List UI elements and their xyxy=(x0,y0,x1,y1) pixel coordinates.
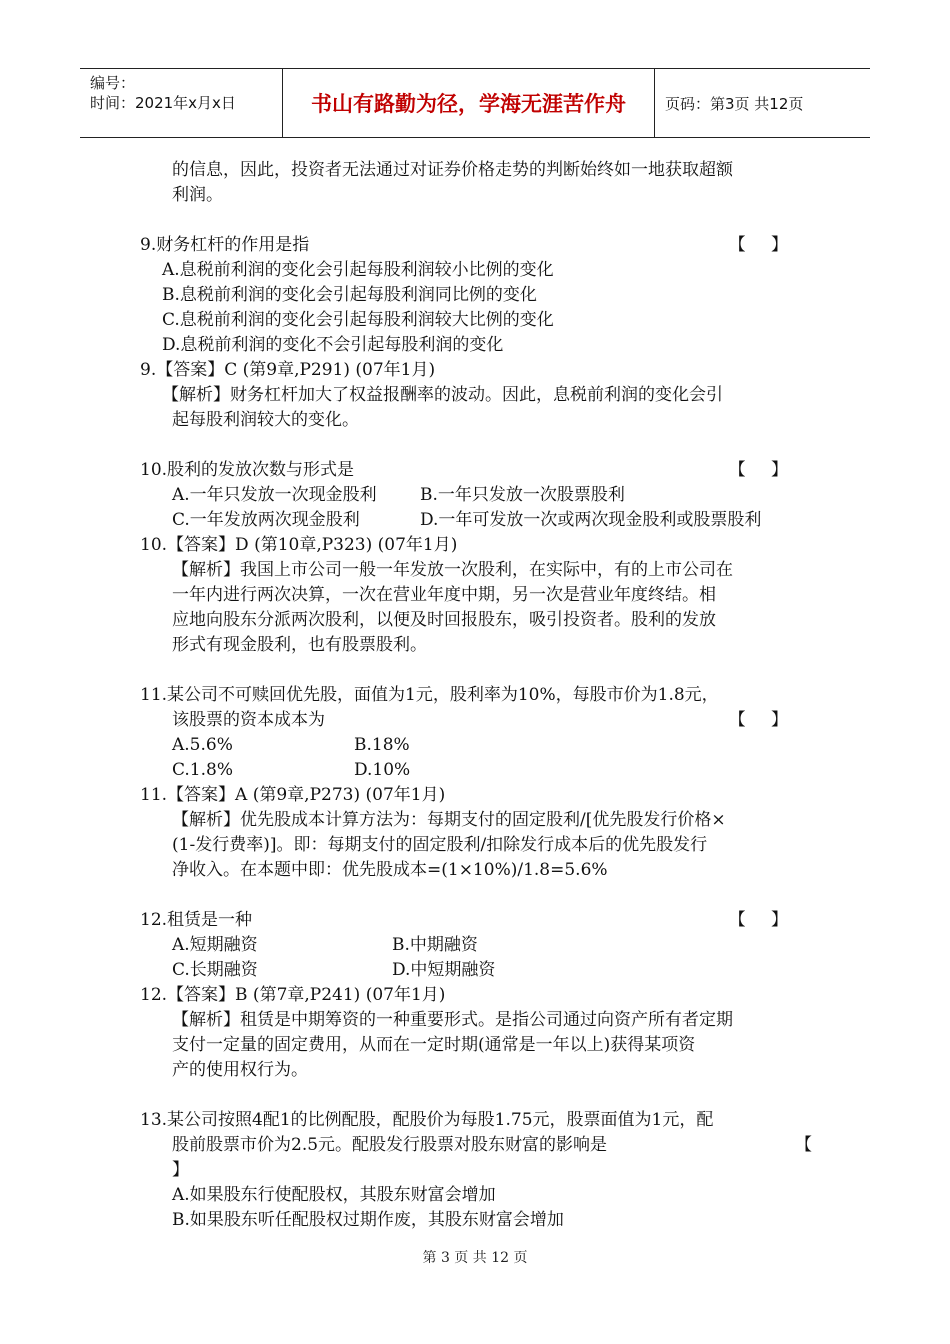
question-11-option-c: C.1.8% xyxy=(172,760,233,780)
question-12-option-a: A.短期融资 xyxy=(172,935,258,955)
question-11-stem: 11.某公司不可赎回优先股，面值为1元，股利率为10%，每股市价为1.8元， xyxy=(140,685,719,705)
question-10-option-b: B.一年只发放一次股票股利 xyxy=(420,485,625,505)
question-12-analysis: 【解析】租赁是中期筹资的一种重要形式。是指公司通过向资产所有者定期 xyxy=(172,1010,733,1030)
question-13-option-a: A.如果股东行使配股权，其股东财富会增加 xyxy=(172,1185,496,1205)
intro-line: 利润。 xyxy=(172,185,223,205)
question-9-answer: 9.【答案】C (第9章,P291) (07年1月) xyxy=(140,360,436,380)
question-stem xyxy=(140,233,812,258)
question-11-answer: 11.【答案】A (第9章,P273) (07年1月) xyxy=(140,785,446,805)
header-page-info: 页码：第3页 共12页 xyxy=(665,94,804,113)
document-body xyxy=(140,158,812,1233)
question-10-analysis: 【解析】我国上市公司一般一年发放一次股利，在实际中，有的上市公司在 xyxy=(172,560,733,580)
page-header xyxy=(80,68,870,138)
question-11-analysis: (1-发行费率)]。即：每期支付的固定股利/扣除发行成本后的优先股发行 xyxy=(172,835,708,855)
question-11-analysis: 【解析】优先股成本计算方法为：每期支付的固定股利/[优先股发行价格× xyxy=(172,810,726,830)
question-11-stem-cont: 该股票的资本成本为 xyxy=(172,710,325,730)
question-13-stem: 13.某公司按照4配1的比例配股，配股价为每股1.75元，股票面值为1元，配 xyxy=(140,1110,714,1130)
question-11-option-a: A.5.6% xyxy=(172,735,233,755)
question-12-answer: 12.【答案】B (第7章,P241) (07年1月) xyxy=(140,985,446,1005)
question-9-option-a: A.息税前利润的变化会引起每股利润较小比例的变化 xyxy=(162,260,554,280)
date-label: 时间：2021年x月x日 xyxy=(90,94,236,112)
question-12-analysis: 支付一定量的固定费用，从而在一定时期(通常是一年以上)获得某项资 xyxy=(172,1035,696,1055)
serial-label: 编号： xyxy=(90,74,136,92)
question-10-answer: 10.【答案】D (第10章,P323) (07年1月) xyxy=(140,535,458,555)
question-12-stem: 12.租赁是一种 xyxy=(140,910,253,930)
question-stem xyxy=(140,458,812,483)
answer-bracket: 【 】 xyxy=(728,910,798,930)
question-10-analysis: 应地向股东分派两次股利，以便及时回报股东，吸引投资者。股利的发放 xyxy=(172,610,716,630)
question-10-analysis: 一年内进行两次决算，一次在营业年度中期，另一次是营业年度终结。相 xyxy=(172,585,716,605)
header-meta xyxy=(80,69,283,137)
question-stem xyxy=(140,908,812,933)
question-9-analysis: 起每股利润较大的变化。 xyxy=(172,410,359,430)
page-footer: 第 3 页 共 12 页 xyxy=(422,1250,528,1266)
answer-bracket-close: 】 xyxy=(172,1160,189,1180)
header-motto: 书山有路勤为径，学海无涯苦作舟 xyxy=(283,69,655,137)
question-10-option-a: A.一年只发放一次现金股利 xyxy=(172,485,377,505)
question-12-analysis: 产的使用权行为。 xyxy=(172,1060,308,1080)
question-9-analysis: 【解析】财务杠杆加大了权益报酬率的波动。因此，息税前利润的变化会引 xyxy=(162,385,723,405)
question-13-option-b: B.如果股东听任配股权过期作废，其股东财富会增加 xyxy=(172,1210,564,1230)
question-9-stem: 9.财务杠杆的作用是指 xyxy=(140,235,310,255)
question-11-option-b: B.18% xyxy=(354,735,410,755)
answer-bracket: 【 】 xyxy=(728,235,798,255)
question-12-option-d: D.中短期融资 xyxy=(392,960,496,980)
question-13-stem-cont: 股前股票市价为2.5元。配股发行股票对股东财富的影响是 xyxy=(172,1135,608,1155)
question-12-option-c: C.长期融资 xyxy=(172,960,258,980)
question-9-option-b: B.息税前利润的变化会引起每股利润同比例的变化 xyxy=(162,285,537,305)
answer-bracket: 【 】 xyxy=(728,710,798,730)
intro-line: 的信息，因此，投资者无法通过对证券价格走势的判断始终如一地获取超额 xyxy=(172,160,733,180)
answer-bracket-open: 【 xyxy=(795,1135,812,1155)
question-12-option-b: B.中期融资 xyxy=(392,935,478,955)
question-10-stem: 10.股利的发放次数与形式是 xyxy=(140,460,355,480)
question-10-analysis: 形式有现金股利，也有股票股利。 xyxy=(172,635,427,655)
question-9-option-d: D.息税前利润的变化不会引起每股利润的变化 xyxy=(162,335,504,355)
question-9-option-c: C.息税前利润的变化会引起每股利润较大比例的变化 xyxy=(162,310,554,330)
question-10-option-d: D.一年可发放一次或两次现金股利或股票股利 xyxy=(420,510,762,530)
question-11-analysis: 净收入。在本题中即：优先股成本=(1×10%)/1.8=5.6% xyxy=(172,860,608,880)
answer-bracket: 【 】 xyxy=(728,460,798,480)
question-10-option-c: C.一年发放两次现金股利 xyxy=(172,510,360,530)
question-11-option-d: D.10% xyxy=(354,760,411,780)
